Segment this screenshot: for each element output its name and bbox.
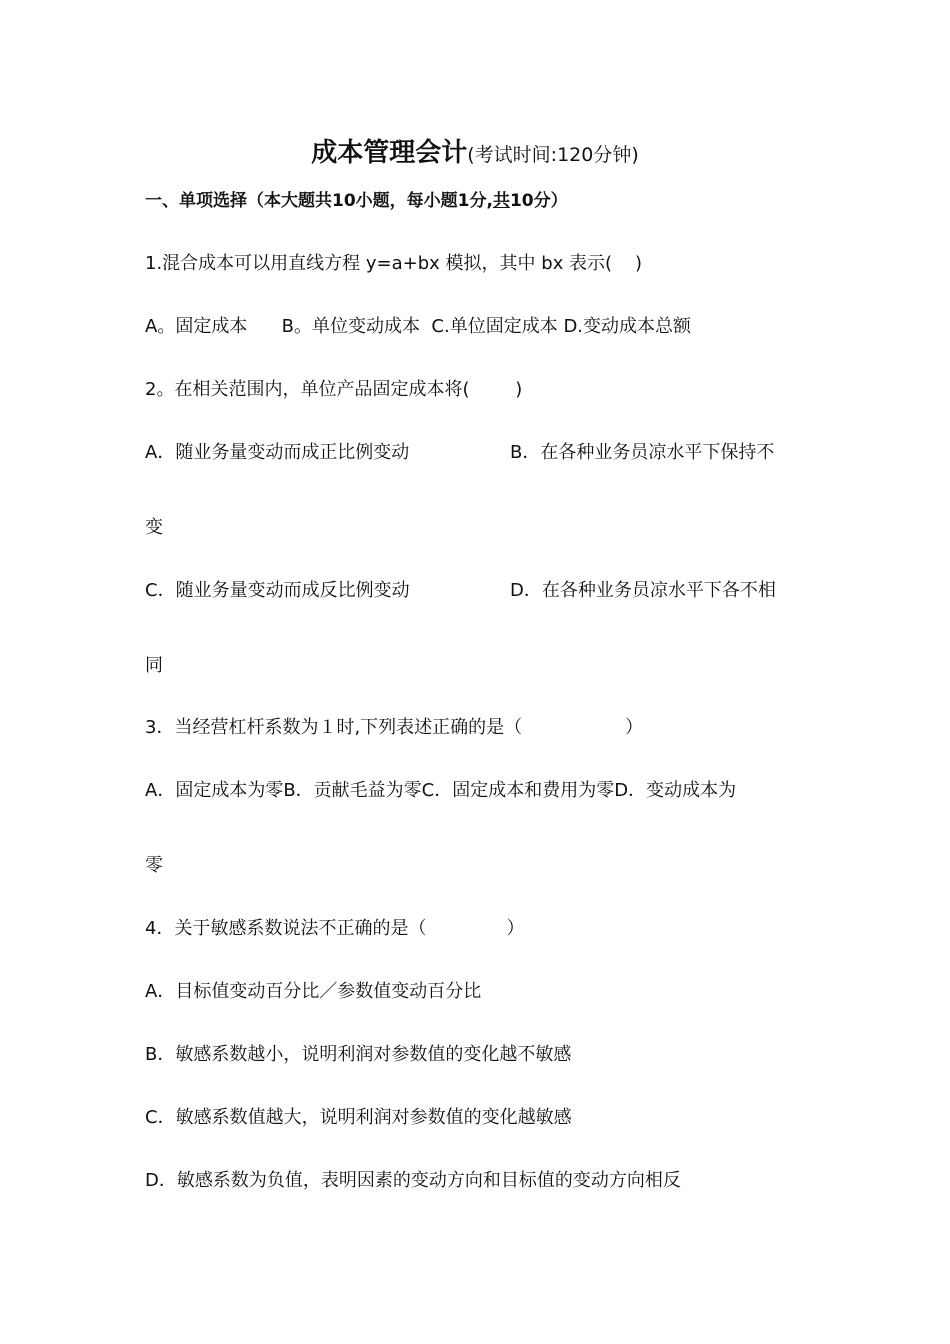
question-2-option-d: D．在各种业务员凉水平下各不相 [510,580,776,601]
question-4-option-c: C．敏感系数值越大，说明利润对参数值的变化越敏感 [145,1107,572,1128]
question-4-option-b: B．敏感系数越小，说明利润对参数值的变化越不敏感 [145,1044,572,1065]
section-heading-suffix: 10分） [509,191,568,211]
question-3-options: A．固定成本为零B．贡献毛益为零C．固定成本和费用为零D．变动成本为 [145,780,737,801]
exam-title [0,136,950,173]
section-heading-prefix: 一、单项选择（本大题共10小题，每小题1分, [145,191,493,211]
question-4-option-a: A．目标值变动百分比／参数值变动百分比 [145,981,482,1002]
question-2-option-b: B．在各种业务员凉水平下保持不 [510,442,775,463]
question-2-stem: 2。在相关范围内，单位产品固定成本将( ) [145,379,523,400]
question-4-option-d: D．敏感系数为负值，表明因素的变动方向和目标值的变动方向相反 [145,1170,681,1191]
question-2-option-b-continued: 变 [145,517,163,538]
question-2-option-d-continued: 同 [145,655,163,676]
section-heading [145,189,568,213]
question-1-stem: 1.混合成本可以用直线方程 y=a+bx 模拟，其中 bx 表示( ) [145,253,642,274]
question-1-options: A。固定成本 B。单位变动成本 C.单位固定成本 D.变动成本总额 [145,316,692,337]
question-4-stem: 4．关于敏感系数说法不正确的是（ ） [145,918,525,939]
title-main: 成本管理会计 [311,138,468,168]
question-3-options-continued: 零 [145,855,163,876]
question-2-option-a: A．随业务量变动而成正比例变动 [145,442,410,463]
question-3-stem: 3．当经营杠杆系数为１时,下列表述正确的是（ ） [145,717,644,738]
section-heading-underlined: 共 [492,191,510,211]
question-2-option-c: C．随业务量变动而成反比例变动 [145,580,410,601]
title-time-limit: (考试时间:120分钟) [467,144,639,166]
